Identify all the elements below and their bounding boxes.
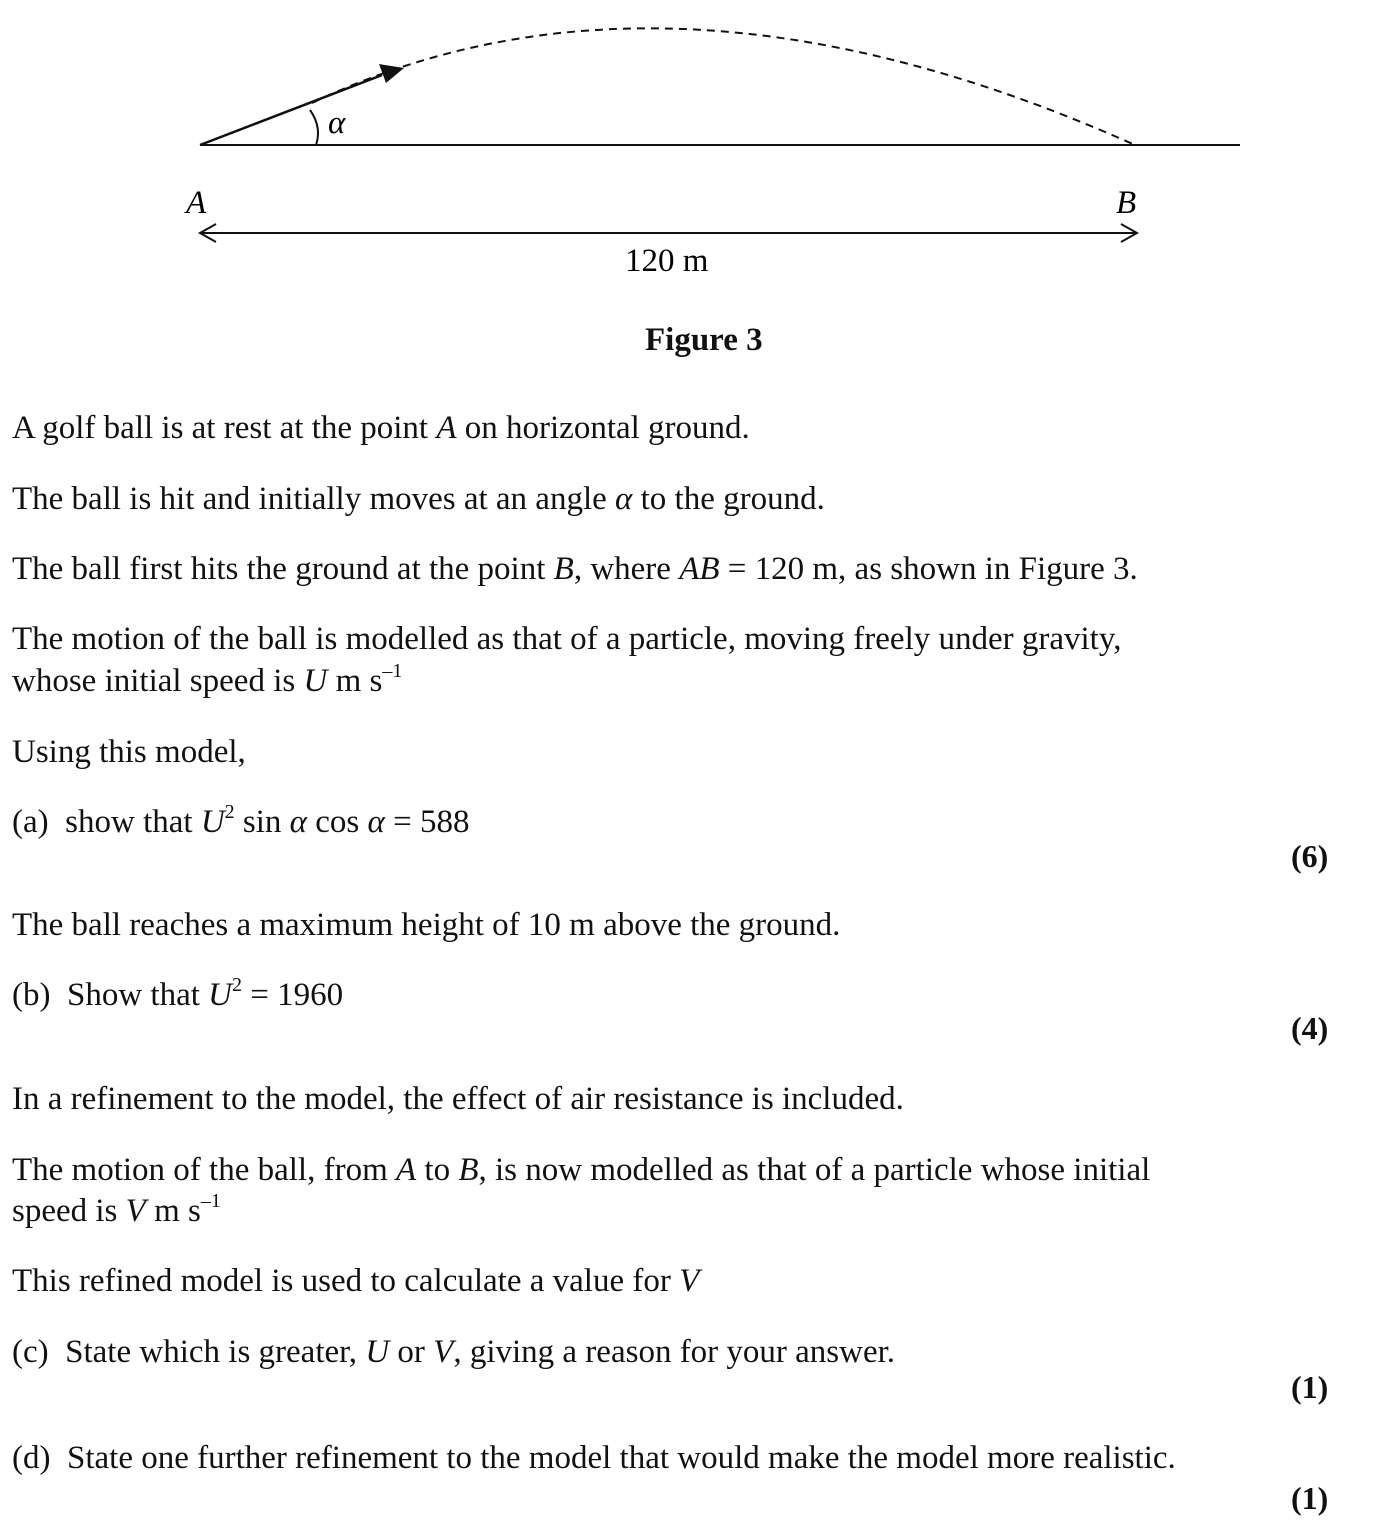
part-c <box>12 1332 895 1372</box>
intro-line-4: The motion of the ball is modelled as that of a particle, moving freely under gravity, <box>12 621 1122 657</box>
var-v: V <box>125 1193 146 1229</box>
part-a <box>12 802 469 846</box>
exponent: 2 <box>232 974 242 996</box>
part-label: (b) <box>12 977 51 1013</box>
text: show that <box>65 804 201 840</box>
text: or <box>389 1334 434 1370</box>
initial-velocity-arrowhead <box>379 64 404 83</box>
text: State one further refinement to the model that would make the model more realistic. <box>66 1440 1176 1476</box>
intro-line-2 <box>12 479 825 519</box>
refine-line-3 <box>12 1191 221 1235</box>
text: cos <box>307 804 368 840</box>
refine-line-4 <box>12 1261 699 1301</box>
var-alpha: α <box>367 804 385 840</box>
intro-line-6: Using this model, <box>12 734 246 770</box>
intro-line-5 <box>12 661 402 705</box>
part-d-marks: (1) <box>1291 1480 1329 1516</box>
point-a-label: A <box>186 185 207 221</box>
part-d <box>12 1438 1176 1478</box>
unit-exponent: –1 <box>382 660 403 682</box>
exponent: 2 <box>224 801 235 823</box>
var-v: V <box>433 1334 454 1370</box>
distance-label: 120 m <box>625 243 709 279</box>
var-a: A <box>436 410 457 446</box>
intro-line-3 <box>12 549 1138 589</box>
text: The motion of the ball, from <box>12 1152 396 1188</box>
part-b-marks: (4) <box>1291 1010 1329 1046</box>
alpha-label: α <box>328 105 346 141</box>
part-label: (a) <box>12 804 49 840</box>
text: = 588 <box>384 804 470 840</box>
intro-line-1 <box>12 408 750 448</box>
text: This refined model is used to calculate a value for <box>12 1263 680 1299</box>
text: speed is <box>12 1193 126 1229</box>
part-a-marks: (6) <box>1291 838 1329 874</box>
trajectory-dashed <box>312 28 1135 145</box>
text: to the ground. <box>632 481 825 517</box>
text: sin <box>234 804 290 840</box>
text: , giving a reason for your answer. <box>453 1334 896 1370</box>
unit: m s <box>145 1193 201 1229</box>
text: whose initial speed is <box>12 663 304 699</box>
unit: m s <box>327 663 383 699</box>
text: to <box>416 1152 459 1188</box>
figure-3-diagram <box>0 0 1390 300</box>
text: on horizontal ground. <box>456 410 750 446</box>
text: The ball first hits the ground at the point <box>12 551 554 587</box>
var-u: U <box>365 1334 390 1370</box>
point-b-label: B <box>1116 185 1137 221</box>
part-label: (c) <box>12 1334 49 1370</box>
text: , where <box>573 551 680 587</box>
part-c-marks: (1) <box>1291 1369 1329 1405</box>
refine-line-2 <box>12 1150 1150 1190</box>
text: Show that <box>66 977 209 1013</box>
var-u: U <box>208 977 232 1013</box>
text: A golf ball is at rest at the point <box>12 410 437 446</box>
refine-line-1: In a refinement to the model, the effect of air resistance is included. <box>12 1081 904 1117</box>
text: = 1960 <box>242 977 344 1013</box>
initial-velocity-line <box>200 75 382 145</box>
text: = 120 m, as shown in Figure 3. <box>719 551 1138 587</box>
text: The ball is hit and initially moves at an angle <box>12 481 616 517</box>
var-b: B <box>458 1152 479 1188</box>
max-height-line: The ball reaches a maximum height of 10 m above the ground. <box>12 907 841 943</box>
var-b: B <box>553 551 574 587</box>
figure-caption: Figure 3 <box>645 322 763 358</box>
var-a: A <box>396 1152 417 1188</box>
unit-exponent: –1 <box>200 1190 221 1212</box>
var-alpha: α <box>289 804 307 840</box>
text: , is now modelled as that of a particle whose initial <box>478 1152 1151 1188</box>
var-v: V <box>679 1263 700 1299</box>
text: State which is greater, <box>65 1334 366 1370</box>
var-u: U <box>303 663 328 699</box>
var-u: U <box>200 804 225 840</box>
var-alpha: α <box>615 481 633 517</box>
part-label: (d) <box>12 1440 51 1476</box>
part-b <box>12 975 343 1019</box>
var-ab: AB <box>679 551 720 587</box>
angle-arc <box>310 110 318 145</box>
